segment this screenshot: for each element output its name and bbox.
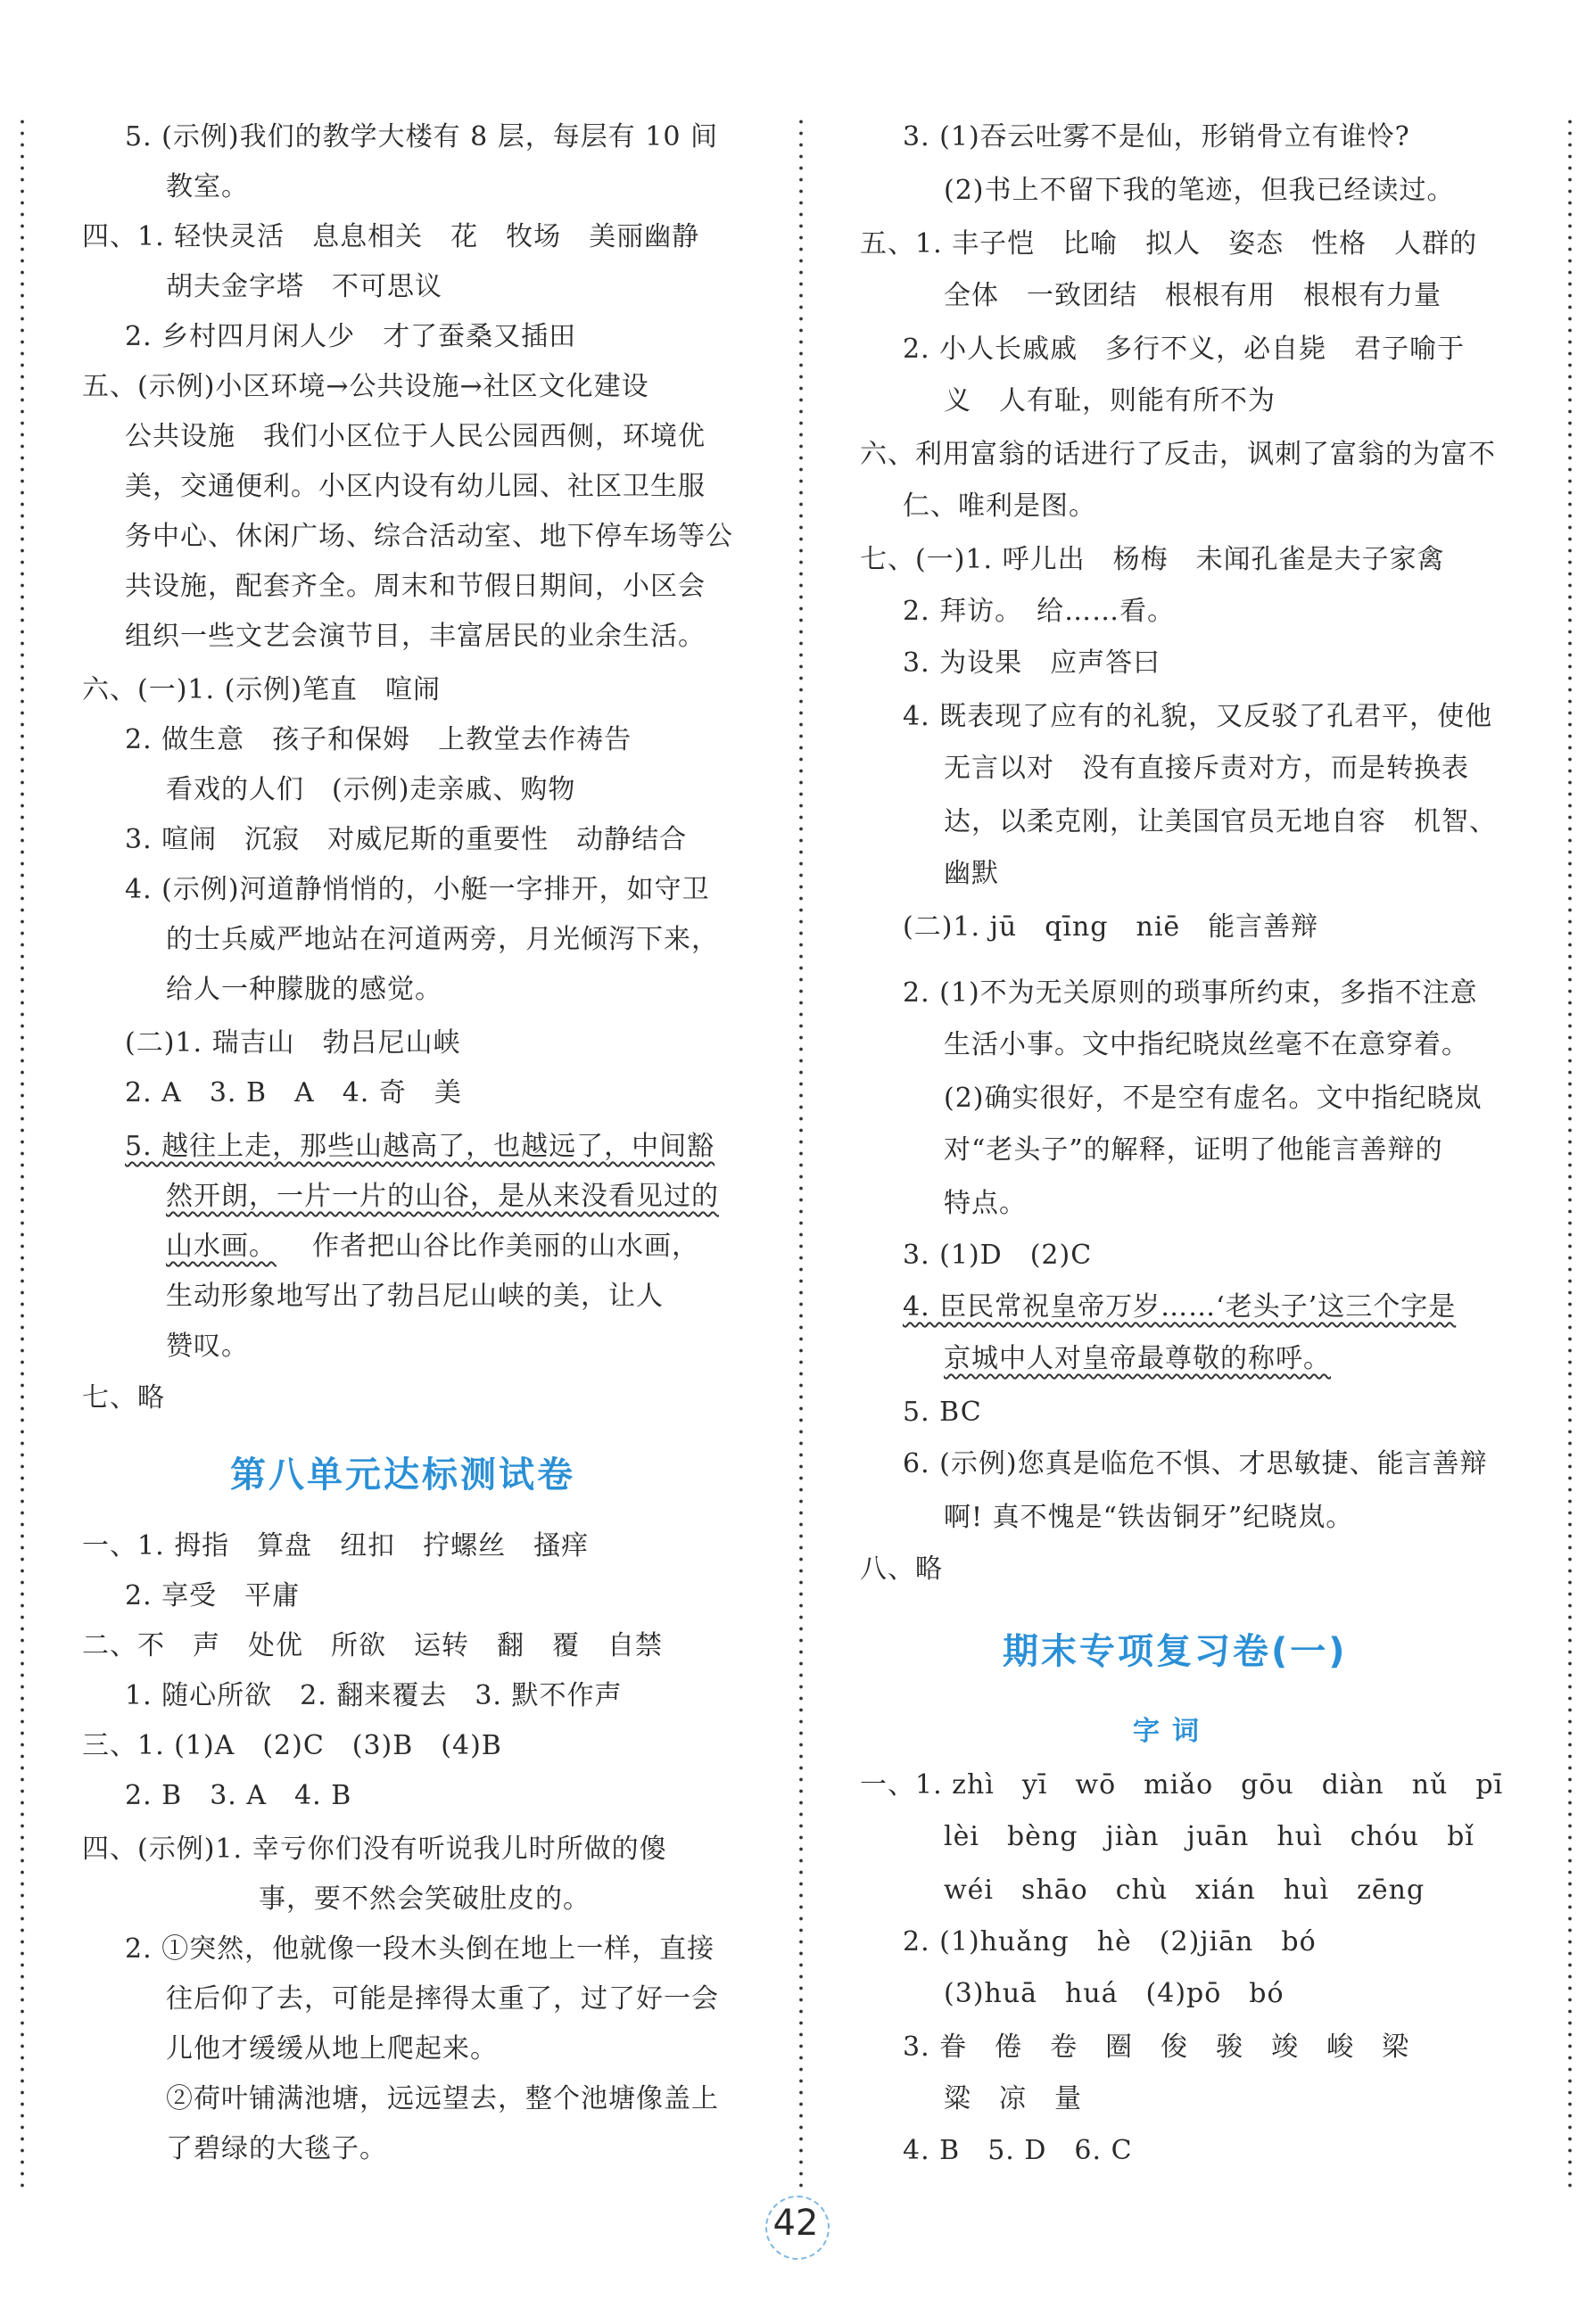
answer-line: 仁、唯利是图。 xyxy=(903,490,1096,522)
answer-line: 5. BC xyxy=(903,1397,982,1428)
answer-line: 五、1. 丰子恺 比喻 拟人 姿态 性格 人群的 xyxy=(860,228,1478,260)
answer-line: 特点。 xyxy=(944,1188,1027,1219)
answer-line: 4. B 5. D 6. C xyxy=(903,2135,1133,2166)
answer-line: 七、(一)1. 呼儿出 杨梅 未闻孔雀是夫子家禽 xyxy=(860,544,1445,575)
answer-line: 胡夫金字塔 不可思议 xyxy=(166,271,442,302)
answer-line-underlined: 京城中人对皇帝最尊敬的称呼。 xyxy=(944,1343,1331,1374)
answer-line: 往后仰了去，可能是摔得太重了，过了好一会 xyxy=(166,1983,719,2015)
answer-line: 四、(示例)1. 幸亏你们没有听说我儿时所做的傻 xyxy=(82,1834,667,1865)
answer-line: 美，交通便利。小区内设有幼儿园、社区卫生服 xyxy=(125,471,706,502)
answer-line: 2. 小人长戚戚 多行不义，必自毙 君子喻于 xyxy=(903,334,1466,365)
answer-line: 三、1. (1)A (2)C (3)B (4)B xyxy=(82,1730,502,1761)
answer-line: 五、(示例)小区环境→公共设施→社区文化建设 xyxy=(82,371,649,402)
answer-line: 幽默 xyxy=(944,858,999,889)
answer-line: 6. (示例)您真是临危不惧、才思敏捷、能言善辩 xyxy=(903,1448,1488,1479)
answer-line-underlined: 4. 臣民常祝皇帝万岁……‘老头子’这三个字是 xyxy=(903,1291,1457,1323)
answer-line: 2. 拜访。 给……看。 xyxy=(903,596,1176,627)
answer-line: 作者把山谷比作美丽的山水画， xyxy=(312,1231,699,1262)
answer-line: 5. (示例)我们的教学大楼有 8 层，每层有 10 间 xyxy=(125,121,718,152)
answer-line: ②荷叶铺满池塘，远远望去，整个池塘像盖上 xyxy=(166,2083,719,2114)
right-margin-dots xyxy=(1567,116,1573,2194)
section-subtitle: 字词 xyxy=(1133,1716,1211,1747)
answer-line: 2. A 3. B A 4. 奇 美 xyxy=(125,1077,462,1108)
answer-line: (3)huā huá (4)pō bó xyxy=(944,1978,1284,2009)
answer-line: 2. 乡村四月闲人少 才了蚕桑又插田 xyxy=(125,321,577,352)
answer-line: 七、略 xyxy=(82,1382,165,1413)
answer-line: (2)书上不留下我的笔迹，但我已经读过。 xyxy=(944,175,1455,206)
answer-line: 一、1. 拇指 算盘 纽扣 拧螺丝 搔痒 xyxy=(82,1530,590,1562)
answer-line: 事，要不然会笑破肚皮的。 xyxy=(259,1883,591,1915)
answer-line: lèi bèng jiàn juān huì chóu bǐ xyxy=(944,1821,1474,1852)
answer-line-underlined: 山水画。 xyxy=(166,1231,277,1262)
answer-line-underlined: 5. 越往上走，那些山越高了，也越远了，中间豁 xyxy=(125,1131,715,1162)
left-margin-dots xyxy=(20,116,25,2194)
answer-line: (二)1. jū qīng niē 能言善辩 xyxy=(903,911,1319,943)
answer-line: 啊! 真不愧是“铁齿铜牙”纪晓岚。 xyxy=(944,1502,1354,1533)
answer-line-underlined: 然开朗，一片一片的山谷，是从来没看见过的 xyxy=(166,1181,719,1212)
answer-line: 4. (示例)河道静悄悄的，小艇一字排开，如守卫 xyxy=(125,874,710,905)
answer-line: 粱 凉 量 xyxy=(944,2083,1082,2114)
answer-line: 一、1. zhì yī wō miǎo gōu diàn nǔ pī xyxy=(860,1769,1504,1801)
answer-line: 3. 眷 倦 卷 圈 俊 骏 竣 峻 梁 xyxy=(903,2031,1410,2063)
answer-line: wéi shāo chù xián huì zēng xyxy=(944,1875,1425,1906)
answer-line: 义 人有耻，则能有所不为 xyxy=(944,385,1276,416)
answer-line: 六、利用富翁的话进行了反击，讽刺了富翁的为富不 xyxy=(860,439,1496,470)
answer-line: 了碧绿的大毯子。 xyxy=(166,2133,387,2164)
answer-line: 生动形象地写出了勃吕尼山峡的美，让人 xyxy=(166,1281,664,1312)
answer-line: 2. B 3. A 4. B xyxy=(125,1780,352,1811)
page-number: 42 xyxy=(772,2203,819,2244)
center-divider-dots xyxy=(798,116,804,2194)
answer-line: 组织一些文艺会演节目，丰富居民的业余生活。 xyxy=(125,621,706,652)
answer-line: 2. ①突然，他就像一段木头倒在地上一样，直接 xyxy=(125,1933,715,1965)
answer-line: 八、略 xyxy=(860,1553,943,1585)
answer-line: 公共设施 我们小区位于人民公园西侧，环境优 xyxy=(125,421,706,452)
answer-line: 儿他才缓缓从地上爬起来。 xyxy=(166,2033,498,2064)
answer-line: 3. 喧闹 沉寂 对威尼斯的重要性 动静结合 xyxy=(125,824,688,855)
section-title-unit8: 第八单元达标测试卷 xyxy=(230,1455,575,1496)
answer-line: 2. (1)不为无关原则的琐事所约束，多指不注意 xyxy=(903,977,1478,1009)
answer-line: 对“老头子”的解释，证明了他能言善辩的 xyxy=(944,1134,1443,1166)
answer-line: 3. (1)D (2)C xyxy=(903,1240,1093,1271)
answer-line: 的士兵威严地站在河道两旁，月光倾泻下来， xyxy=(166,924,719,955)
answer-line: 2. (1)huǎng hè (2)jiān bó xyxy=(903,1926,1317,1957)
answer-line: 教室。 xyxy=(166,171,249,202)
answer-line: 看戏的人们 (示例)走亲戚、购物 xyxy=(166,774,576,805)
answer-line: 赞叹。 xyxy=(166,1331,249,1362)
answer-line: (二)1. 瑞吉山 勃吕尼山峡 xyxy=(125,1027,461,1059)
answer-line: 生活小事。文中指纪晓岚丝毫不在意穿着。 xyxy=(944,1029,1469,1060)
answer-line: 务中心、休闲广场、综合活动室、地下停车场等公 xyxy=(125,521,733,552)
answer-line: 3. 为设果 应声答曰 xyxy=(903,647,1161,679)
answer-line: 达，以柔克刚，让美国官员无地自容 机智、 xyxy=(944,806,1497,837)
answer-line: 二、不 声 处优 所欲 运转 翻 覆 自禁 xyxy=(82,1630,663,1661)
answer-line: 共设施，配套齐全。周末和节假日期间，小区会 xyxy=(125,571,706,602)
answer-line: 3. (1)吞云吐雾不是仙，形销骨立有谁怜? xyxy=(903,121,1410,152)
page-number-badge xyxy=(756,2192,831,2263)
answer-line: 2. 享受 平庸 xyxy=(125,1580,301,1611)
answer-line: 1. 随心所欲 2. 翻来覆去 3. 默不作声 xyxy=(125,1680,623,1711)
section-title-final-review: 期末专项复习卷(一) xyxy=(1003,1631,1348,1672)
answer-line: 4. 既表现了应有的礼貌，又反驳了孔君平，使他 xyxy=(903,701,1493,732)
answer-line: 全体 一致团结 根根有用 根根有力量 xyxy=(944,280,1441,311)
answer-line: 2. 做生意 孩子和保姆 上教堂去作祷告 xyxy=(125,724,632,755)
answer-line: 六、(一)1. (示例)笔直 喧闹 xyxy=(82,674,441,705)
answer-line: 给人一种朦胧的感觉。 xyxy=(166,974,442,1005)
answer-line: 无言以对 没有直接斥责对方，而是转换表 xyxy=(944,753,1469,784)
answer-line: 四、1. 轻快灵活 息息相关 花 牧场 美丽幽静 xyxy=(82,221,700,252)
answer-line: (2)确实很好，不是空有虚名。文中指纪晓岚 xyxy=(944,1083,1483,1114)
